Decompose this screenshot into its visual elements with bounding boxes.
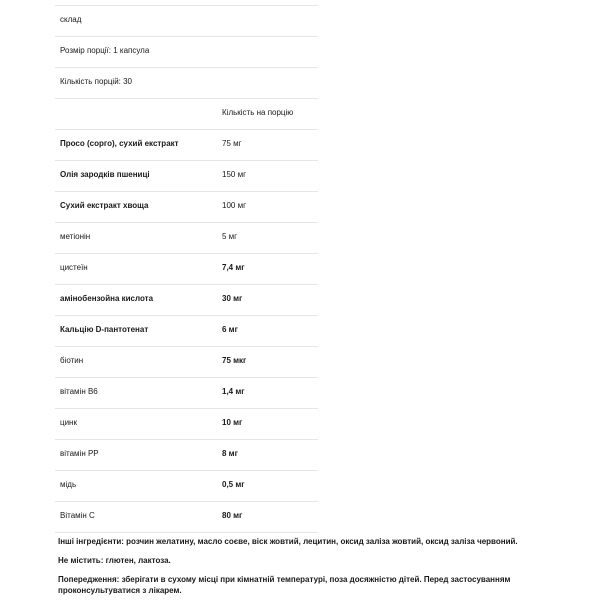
ingredient-row — [55, 223, 318, 254]
composition-label: склад — [60, 15, 82, 24]
ingredient-amount: 8 мг — [222, 449, 238, 458]
ingredient-row — [55, 409, 318, 440]
ingredient-name: вітамін В6 — [60, 387, 98, 396]
ingredient-row — [55, 347, 318, 378]
ingredient-row — [55, 192, 318, 223]
ingredient-row — [55, 161, 318, 192]
ingredient-name: Вітамін С — [60, 511, 95, 520]
ingredient-row — [55, 471, 318, 502]
ingredient-name: Кальцію D-пантотенат — [60, 325, 149, 334]
ingredient-name: біотин — [60, 356, 84, 365]
ingredient-name: мідь — [60, 480, 77, 489]
ingredient-name: амінобензойна кислота — [60, 294, 154, 303]
ingredient-row — [55, 502, 318, 533]
ingredient-name: цистеїн — [60, 263, 88, 272]
ingredient-amount: 1,4 мг — [222, 387, 245, 396]
ingredient-amount: 150 мг — [222, 170, 246, 179]
ingredient-amount: 10 мг — [222, 418, 243, 427]
ingredient-name: метіонін — [60, 232, 91, 241]
ingredient-row — [55, 316, 318, 347]
ingredient-name: вітамін PP — [60, 449, 99, 458]
ingredient-row — [55, 378, 318, 409]
ingredient-name: цинк — [60, 418, 77, 427]
ingredient-amount: 6 мг — [222, 325, 238, 334]
warning-text: Попередження: зберігати в сухому місці при кімнатній температурі, поза досяжністю дітей. Перед застосуванням проконсультуватися з лікарем. — [58, 575, 511, 595]
ingredient-row — [55, 130, 318, 161]
amount-per-serving-header: Кількість на порцію — [222, 108, 294, 117]
ingredient-amount: 30 мг — [222, 294, 243, 303]
ingredient-name: Сухий екстракт хвоща — [60, 201, 149, 210]
ingredient-amount: 75 мг — [222, 139, 242, 148]
serving-size: Розмір порції: 1 капсула — [60, 46, 150, 55]
ingredient-name: Просо (сорго), сухий екстракт — [60, 139, 179, 148]
ingredient-amount: 100 мг — [222, 201, 246, 210]
amount-header-row — [55, 99, 318, 130]
other-ingredients-text: Інші інгредієнти: розчин желатину, масло соєве, віск жовтий, лецитин, оксид заліза жовтий, оксид заліза червоний. — [58, 537, 518, 546]
does-not-contain-text: Не містить: глютен, лактоза. — [58, 556, 171, 565]
notes-section — [58, 536, 558, 604]
serving-size-row — [55, 37, 318, 68]
ingredient-amount: 75 мкг — [222, 356, 247, 365]
composition-row — [55, 6, 318, 37]
ingredient-amount: 80 мг — [222, 511, 243, 520]
ingredient-amount: 5 мг — [222, 232, 238, 241]
ingredient-row — [55, 254, 318, 285]
ingredient-row — [55, 440, 318, 471]
ingredient-row — [55, 285, 318, 316]
ingredient-name: Олія зародків пшениці — [60, 170, 150, 179]
servings-count-row — [55, 68, 318, 99]
supplement-facts-table — [55, 0, 318, 533]
ingredient-amount: 7,4 мг — [222, 263, 245, 272]
servings-count: Кількість порцій: 30 — [60, 77, 133, 86]
ingredient-rows — [55, 130, 318, 533]
ingredient-amount: 0,5 мг — [222, 480, 245, 489]
